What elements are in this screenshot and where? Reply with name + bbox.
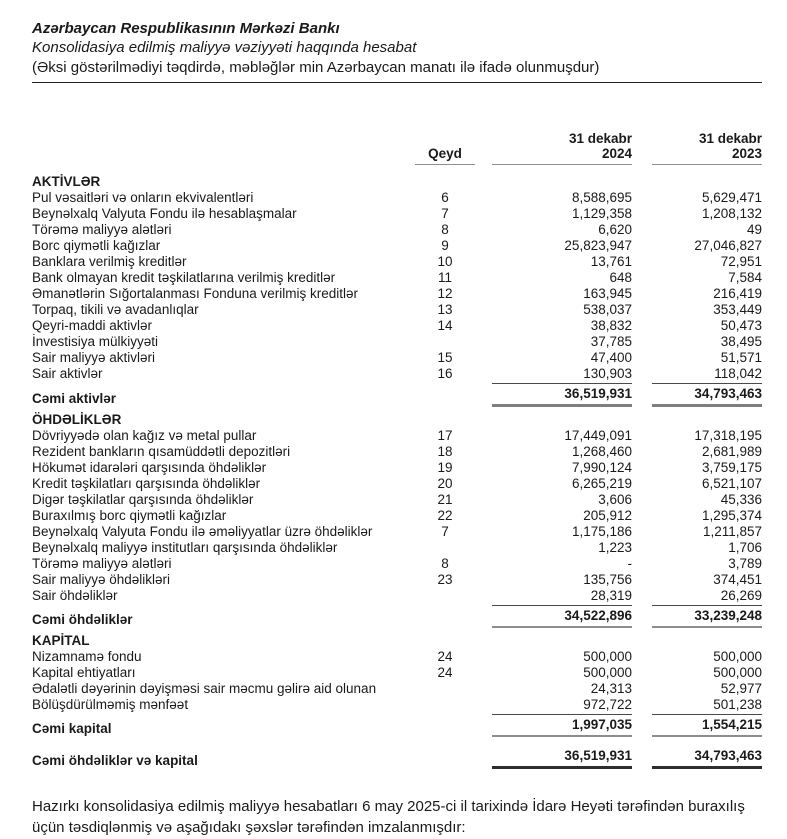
- table-row: [32, 254, 762, 270]
- date-2023-line1: 31 dekabr: [698, 131, 762, 146]
- value-2023-cell: 1,554,215: [652, 714, 762, 737]
- date-2024-line1: 31 dekabr: [568, 131, 632, 146]
- value-2024-cell: 500,000: [583, 665, 632, 680]
- value-2024-cell: -: [627, 556, 632, 571]
- table-row: [32, 556, 762, 572]
- note-cell: 15: [437, 350, 453, 365]
- value-2024-cell: 25,823,947: [564, 238, 632, 253]
- total-row: [32, 605, 762, 628]
- table-row: [32, 206, 762, 222]
- table-row: [32, 366, 762, 382]
- row-label: Sair aktivlər: [32, 366, 103, 381]
- row-label: Kredit təşkilatları qarşısında öhdəliklər: [32, 476, 261, 491]
- value-2024-cell: 24,313: [590, 681, 632, 696]
- value-2023-cell: 5,629,471: [701, 190, 762, 205]
- row-label: Törəmə maliyyə alətləri: [32, 556, 172, 571]
- row-label: Dövriyyədə olan kağız və metal pullar: [32, 428, 257, 443]
- date-2024-line2: 2024: [601, 146, 632, 161]
- value-2023-cell: 1,295,374: [701, 508, 762, 523]
- value-2024-cell: 135,756: [583, 572, 632, 587]
- note-cell: 11: [437, 270, 452, 285]
- value-2024-cell: 28,319: [590, 588, 632, 603]
- note-cell: 17: [437, 428, 453, 443]
- note-cell: 13: [437, 302, 453, 317]
- value-2023-cell: 50,473: [720, 318, 762, 333]
- value-2023-cell: 38,495: [720, 334, 762, 349]
- value-2023-cell: 51,571: [720, 350, 762, 365]
- note-cell: 16: [437, 366, 453, 381]
- row-label: İnvestisiya mülkiyyəti: [32, 334, 159, 349]
- row-label: Banklara verilmiş kreditlər: [32, 254, 187, 269]
- total-row: [32, 746, 762, 769]
- row-label: Rezident bankların qısamüddətli depozitləri: [32, 444, 291, 459]
- table-row: [32, 460, 762, 476]
- row-label: Beynəlxalq maliyyə institutları qarşısında öhdəliklər: [32, 540, 338, 555]
- value-2024-cell: 538,037: [583, 302, 632, 317]
- value-2024-cell: 8,588,695: [571, 190, 632, 205]
- row-label: Beynəlxalq Valyuta Fondu ilə hesablaşmalar: [32, 206, 297, 221]
- value-2024-cell: 47,400: [590, 350, 632, 365]
- value-2023-cell: 1,211,857: [702, 524, 762, 539]
- row-label: Nizamnamə fondu: [32, 649, 142, 664]
- table-row: [32, 665, 762, 681]
- value-2023-cell: 52,977: [720, 681, 762, 696]
- value-2023-cell: 2,681,989: [701, 444, 762, 459]
- row-label: Qeyri-maddi aktivlər: [32, 318, 153, 333]
- table-row: [32, 334, 762, 350]
- value-2024-cell: 130,903: [583, 366, 632, 381]
- note-cell: 22: [437, 508, 453, 523]
- value-2024-cell: 205,912: [583, 508, 632, 523]
- value-2023-cell: 33,239,248: [652, 605, 762, 628]
- row-label: Bölüşdürülməmiş mənfəət: [32, 697, 189, 712]
- section-heading-row: [32, 633, 762, 649]
- table-row: [32, 222, 762, 238]
- table-row: [32, 238, 762, 254]
- value-2024-cell: 36,519,931: [492, 383, 632, 407]
- value-2024-cell: 1,997,035: [492, 714, 632, 737]
- note-cell: 12: [437, 286, 453, 301]
- section-heading: ÖHDƏLİKLƏR: [32, 412, 122, 427]
- table-row: [32, 572, 762, 588]
- footer-paragraph: Hazırkı konsolidasiya edilmiş maliyyə hesabatları 6 may 2025-ci il tarixində İdarə Heyəti tərəfindən buraxılış üçün təsdiqlənmiş və aşağıdakı şəxslər tərəfindən imzalanmışdır:: [32, 798, 745, 837]
- row-label: Kapital ehtiyatları: [32, 665, 136, 680]
- table-row: [32, 444, 762, 460]
- value-2024-cell: 7,990,124: [571, 460, 632, 475]
- date-2023-line2: 2023: [731, 146, 762, 161]
- column-header-note: [415, 146, 475, 165]
- row-label: Cəmi öhdəliklər: [32, 612, 133, 627]
- row-label: Sair maliyyə aktivləri: [32, 350, 156, 365]
- note-header-label: Qeyd: [428, 146, 462, 161]
- note-cell: 20: [437, 476, 453, 491]
- row-label: Bank olmayan kredit təşkilatlarına verilmiş kreditlər: [32, 270, 336, 285]
- value-2024-cell: 1,175,186: [571, 524, 632, 539]
- note-cell: 23: [437, 572, 453, 587]
- value-2024-cell: 38,832: [590, 318, 632, 333]
- note-cell: 8: [441, 556, 449, 571]
- value-2023-cell: 34,793,463: [652, 383, 762, 407]
- row-label: Torpaq, tikili və avadanlıqlar: [32, 302, 199, 317]
- column-header-2024: [492, 131, 632, 165]
- note-cell: 19: [437, 460, 453, 475]
- value-2024-cell: 37,785: [590, 334, 632, 349]
- section-heading-row: [32, 174, 762, 190]
- value-2024-cell: 1,223: [598, 540, 632, 555]
- row-label: Sair öhdəliklər: [32, 588, 118, 603]
- value-2023-cell: 1,706: [728, 540, 762, 555]
- value-2023-cell: 3,789: [728, 556, 762, 571]
- document-header: [32, 20, 762, 83]
- row-label: Cəmi kapital: [32, 721, 112, 736]
- value-2024-cell: 163,945: [583, 286, 632, 301]
- table-row: [32, 508, 762, 524]
- row-label: Borc qiymətli kağızlar: [32, 238, 161, 253]
- table-row: [32, 350, 762, 366]
- row-label: Digər təşkilatlar qarşısında öhdəliklər: [32, 492, 254, 507]
- table-row: [32, 588, 762, 604]
- value-2023-cell: 501,238: [713, 697, 762, 712]
- total-row: [32, 714, 762, 737]
- value-2024-cell: 3,606: [598, 492, 632, 507]
- table-row: [32, 270, 762, 286]
- value-2023-cell: 118,042: [714, 366, 762, 381]
- section-heading-row: [32, 412, 762, 428]
- statement-table: [32, 131, 762, 769]
- value-2023-cell: 34,793,463: [652, 746, 762, 769]
- value-2024-cell: 6,620: [598, 222, 632, 237]
- table-row: [32, 697, 762, 713]
- table-row: [32, 492, 762, 508]
- value-2023-cell: 72,951: [720, 254, 762, 269]
- report-note: (Əksi göstərilmədiyi təqdirdə, məbləğlər min Azərbaycan manatı ilə ifadə olunmuşdur): [32, 58, 600, 76]
- table-row: [32, 476, 762, 492]
- row-label: Cəmi öhdəliklər və kapital: [32, 753, 198, 768]
- row-label: Buraxılmış borc qiymətli kağızlar: [32, 508, 227, 523]
- note-cell: 10: [437, 254, 453, 269]
- row-label: Törəmə maliyyə alətləri: [32, 222, 172, 237]
- value-2023-cell: 500,000: [713, 665, 762, 680]
- value-2024-cell: 500,000: [583, 649, 632, 664]
- note-cell: 14: [437, 318, 453, 333]
- row-label: Sair maliyyə öhdəlikləri: [32, 572, 171, 587]
- value-2023-cell: 27,046,827: [694, 238, 762, 253]
- note-cell: 7: [441, 206, 449, 221]
- value-2023-cell: 49: [746, 222, 762, 237]
- table-row: [32, 649, 762, 665]
- note-cell: 6: [441, 190, 449, 205]
- value-2024-cell: 34,522,896: [492, 605, 632, 628]
- note-cell: 9: [441, 238, 449, 253]
- value-2023-cell: 6,521,107: [701, 476, 762, 491]
- row-label: Cəmi aktivlər: [32, 391, 117, 406]
- value-2023-cell: 353,449: [713, 302, 762, 317]
- value-2023-cell: 1,208,132: [701, 206, 762, 221]
- note-cell: 8: [441, 222, 449, 237]
- report-title: Azərbaycan Respublikasının Mərkəzi Bankı: [32, 20, 340, 37]
- table-row: [32, 540, 762, 556]
- value-2023-cell: 17,318,195: [694, 428, 762, 443]
- note-cell: 7: [441, 524, 449, 539]
- note-cell: 24: [437, 665, 453, 680]
- total-row: [32, 383, 762, 407]
- row-label: Pul vəsaitləri və onların ekvivalentləri: [32, 190, 254, 205]
- value-2023-cell: 7,584: [728, 270, 762, 285]
- note-cell: 18: [437, 444, 453, 459]
- table-header: [32, 131, 762, 165]
- table-row: [32, 681, 762, 697]
- value-2024-cell: 1,268,460: [571, 444, 632, 459]
- table-row: [32, 318, 762, 334]
- value-2024-cell: 36,519,931: [492, 746, 632, 769]
- value-2023-cell: 500,000: [713, 649, 762, 664]
- value-2023-cell: 3,759,175: [701, 460, 762, 475]
- value-2024-cell: 17,449,091: [564, 428, 632, 443]
- table-body: [32, 174, 762, 769]
- value-2024-cell: 648: [609, 270, 632, 285]
- value-2023-cell: 45,336: [720, 492, 762, 507]
- note-cell: 21: [437, 492, 453, 507]
- table-row: [32, 428, 762, 444]
- section-heading: KAPİTAL: [32, 633, 90, 648]
- value-2024-cell: 13,761: [590, 254, 632, 269]
- section-heading: AKTİVLƏR: [32, 174, 101, 189]
- table-row: [32, 190, 762, 206]
- value-2024-cell: 1,129,358: [571, 206, 632, 221]
- row-label: Hökumət idarələri qarşısında öhdəliklər: [32, 460, 267, 475]
- value-2024-cell: 972,722: [583, 697, 632, 712]
- row-label: Əmanətlərin Sığortalanması Fonduna verilmiş kreditlər: [32, 286, 359, 301]
- note-cell: 24: [437, 649, 453, 664]
- table-row: [32, 302, 762, 318]
- column-header-2023: [652, 131, 762, 165]
- row-label: Ədalətli dəyərinin dəyişməsi sair məcmu gəlirə aid olunan: [32, 681, 377, 696]
- value-2023-cell: 216,419: [713, 286, 762, 301]
- value-2023-cell: 26,269: [720, 588, 762, 603]
- value-2023-cell: 374,451: [713, 572, 762, 587]
- value-2024-cell: 6,265,219: [571, 476, 632, 491]
- table-row: [32, 524, 762, 540]
- row-label: Beynəlxalq Valyuta Fondu ilə əməliyyatlar üzrə öhdəliklər: [32, 524, 373, 539]
- report-subtitle: Konsolidasiya edilmiş maliyyə vəziyyəti haqqında hesabat: [32, 38, 417, 56]
- table-row: [32, 286, 762, 302]
